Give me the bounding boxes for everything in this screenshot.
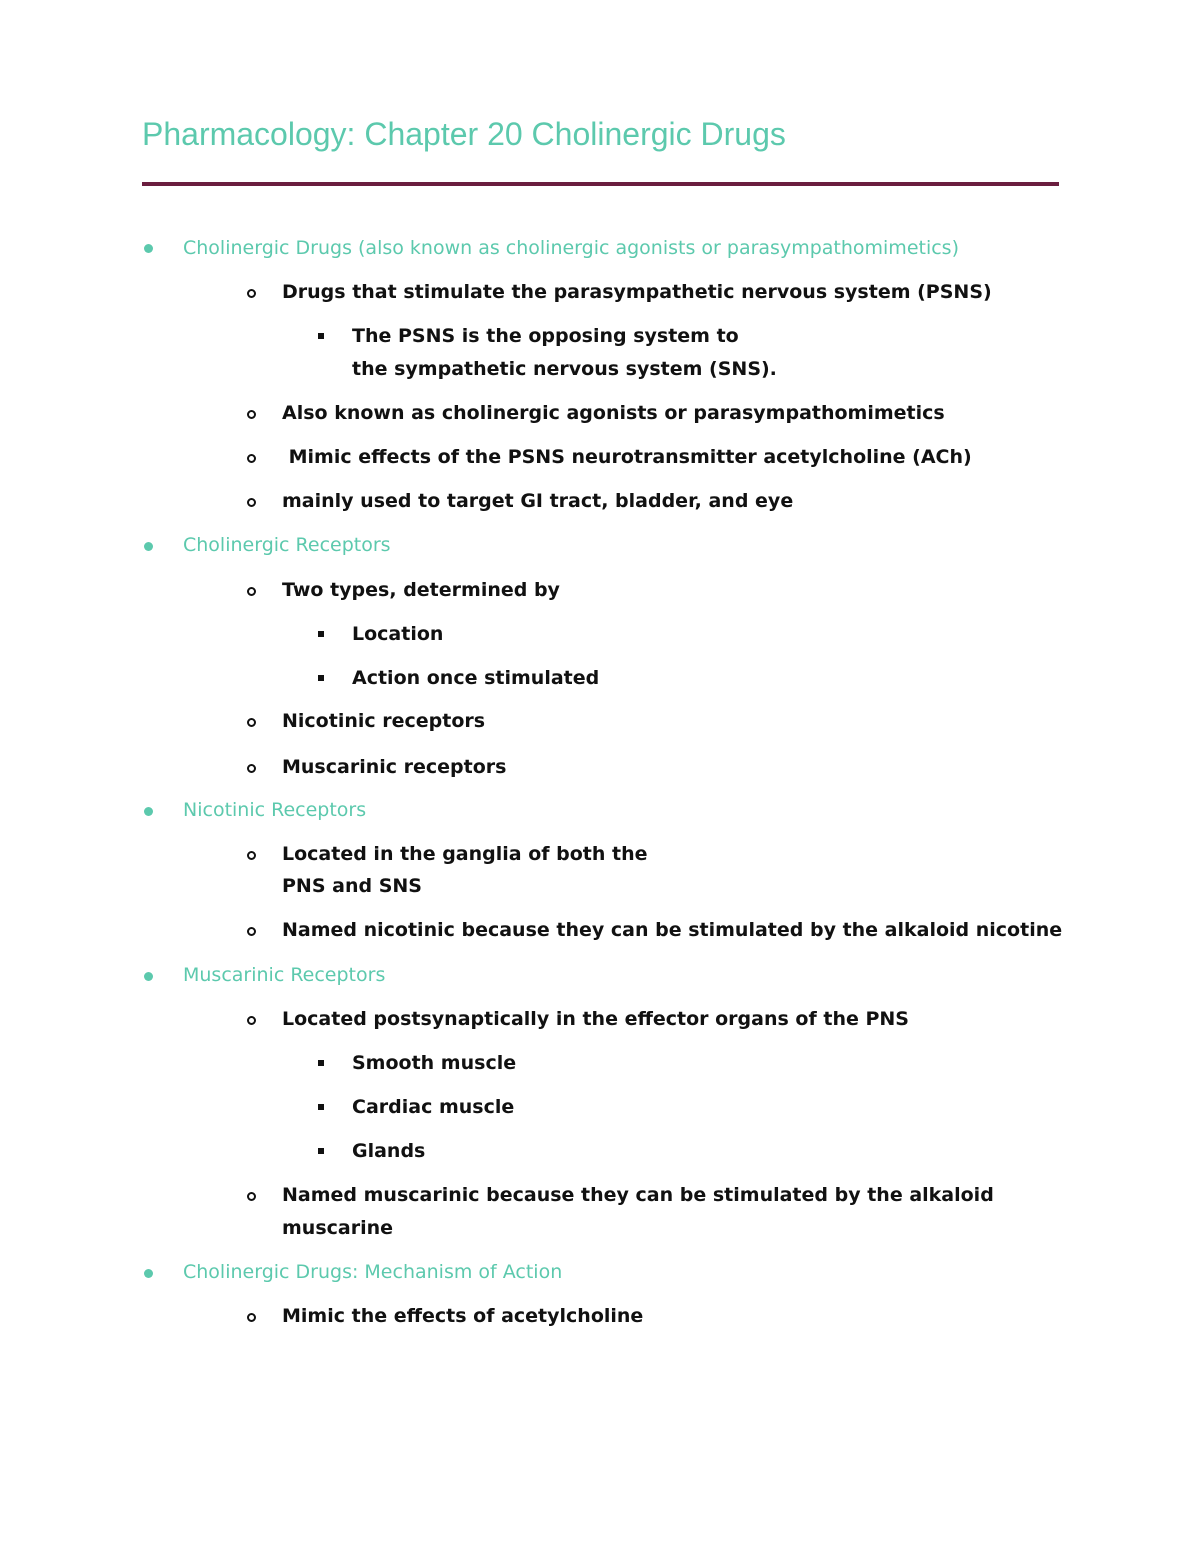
list-item: mainly used to target GI tract, bladder, and eye [282, 490, 794, 512]
item-bullet [247, 410, 256, 419]
item-bullet [247, 851, 256, 860]
item-bullet [247, 927, 256, 936]
section-heading: Nicotinic Receptors [183, 799, 367, 821]
section-bullet [144, 244, 153, 253]
subitem-bullet [318, 631, 324, 637]
list-item: Also known as cholinergic agonists or parasympathomimetics [282, 402, 945, 424]
item-bullet [247, 1016, 256, 1025]
list-item-continued: PNS and SNS [282, 875, 422, 897]
sub-list-item: Cardiac muscle [352, 1096, 515, 1118]
subitem-bullet [318, 675, 324, 681]
sub-list-item: Glands [352, 1140, 426, 1162]
section-bullet [144, 1269, 153, 1278]
section-heading: Cholinergic Drugs (also known as cholinergic agonists or parasympathomimetics) [183, 237, 959, 259]
section-heading: Cholinergic Drugs: Mechanism of Action [183, 1261, 563, 1283]
sub-list-item: Smooth muscle [352, 1052, 517, 1074]
section-bullet [144, 972, 153, 981]
list-item: Muscarinic receptors [282, 756, 507, 778]
section-heading: Muscarinic Receptors [183, 964, 386, 986]
item-bullet [247, 289, 256, 298]
list-item: Nicotinic receptors [282, 710, 486, 732]
subitem-bullet [318, 1148, 324, 1154]
item-bullet [247, 1313, 256, 1322]
list-item: Located in the ganglia of both the [282, 843, 648, 865]
subitem-bullet [318, 1104, 324, 1110]
sub-list-item: The PSNS is the opposing system to [352, 325, 739, 347]
item-bullet [247, 454, 256, 463]
page-title: Pharmacology: Chapter 20 Cholinergic Drugs [142, 116, 786, 152]
sub-list-item: Action once stimulated [352, 667, 600, 689]
list-item: Named muscarinic because they can be stimulated by the alkaloid [282, 1184, 994, 1206]
list-item: Drugs that stimulate the parasympathetic nervous system (PSNS) [282, 281, 992, 303]
subitem-bullet [318, 1060, 324, 1066]
item-bullet [247, 764, 256, 773]
sub-list-item-continued: the sympathetic nervous system (SNS). [352, 358, 777, 380]
item-bullet [247, 1192, 256, 1201]
list-item: Named nicotinic because they can be stimulated by the alkaloid nicotine [282, 919, 1063, 941]
item-bullet [247, 718, 256, 727]
list-item: Mimic the effects of acetylcholine [282, 1305, 644, 1327]
section-bullet [144, 542, 153, 551]
list-item: Located postsynaptically in the effector organs of the PNS [282, 1008, 909, 1030]
list-item: Mimic effects of the PSNS neurotransmitter acetylcholine (ACh) [282, 446, 972, 468]
title-rule [142, 182, 1059, 186]
list-item-continued: muscarine [282, 1217, 394, 1239]
item-bullet [247, 498, 256, 507]
item-bullet [247, 587, 256, 596]
sub-list-item: Location [352, 623, 444, 645]
list-item: Two types, determined by [282, 579, 560, 601]
section-bullet [144, 807, 153, 816]
section-heading: Cholinergic Receptors [183, 534, 391, 556]
subitem-bullet [318, 333, 324, 339]
